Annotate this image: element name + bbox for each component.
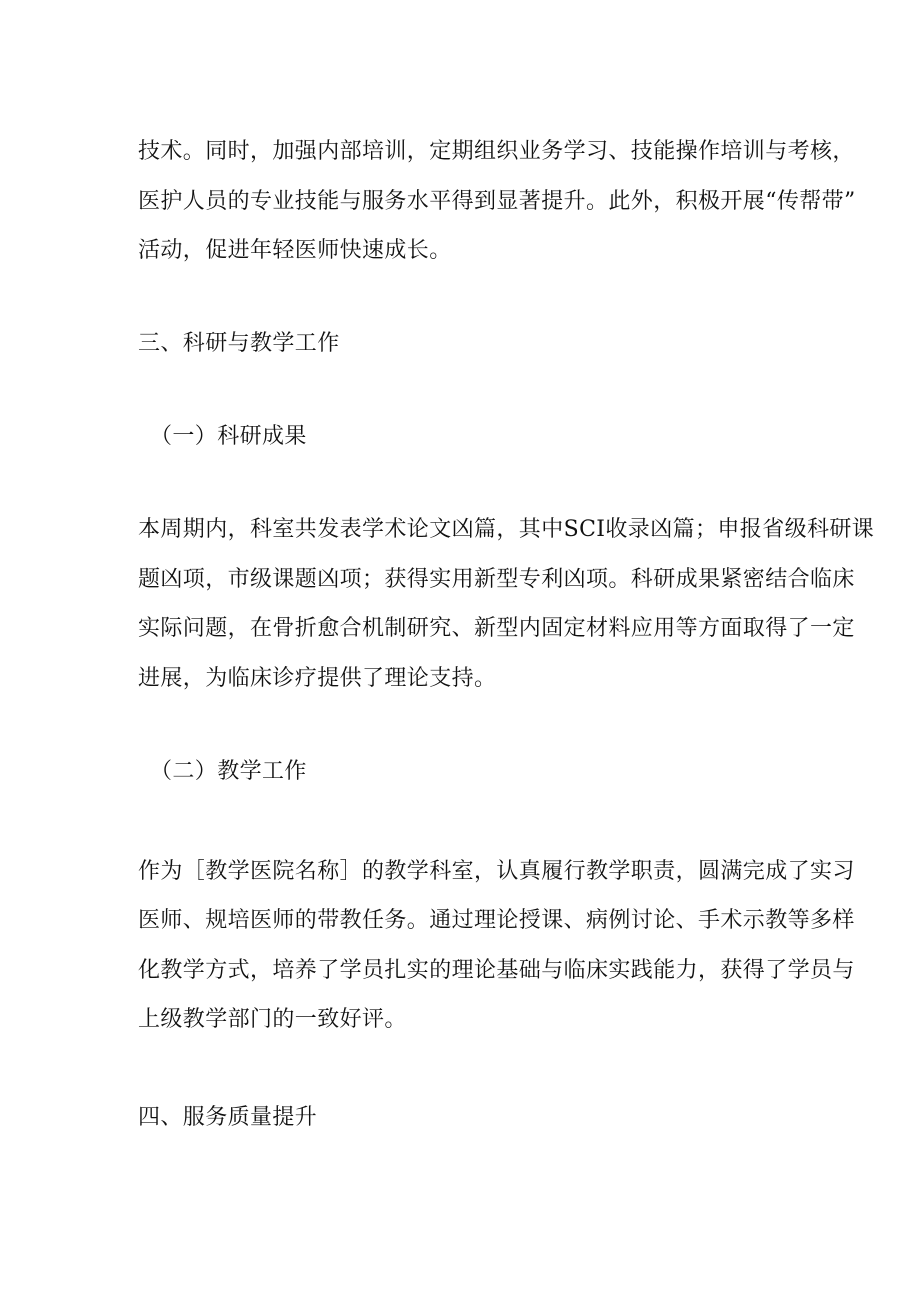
subsection-heading: （一）科研成果 [150,424,307,449]
paragraph-line: 活动，促进年轻医师快速成长。 [138,238,452,263]
paragraph-line: 化教学方式，培养了学员扎实的理论基础与临床实践能力，获得了学员与 [138,958,855,983]
paragraph-line: 本周期内，科室共发表学术论文凶篇，其中SCI收录凶篇；申报省级科研课 [138,517,875,542]
section-heading: 四、服务质量提升 [138,1105,318,1130]
paragraph-line: 技术。同时，加强内部培训，定期组织业务学习、技能操作培训与考核， [138,139,855,164]
paragraph-line: 医师、规培医师的带教任务。通过理论授课、病例讨论、手术示教等多样 [138,908,855,933]
section-heading: 三、科研与教学工作 [138,331,340,356]
paragraph-line: 医护人员的专业技能与服务水平得到显著提升。此外，积极开展“传帮带” [138,189,856,214]
paragraph-line: 作为［教学医院名称］的教学科室，认真履行教学职责，圆满完成了实习 [138,859,855,884]
paragraph-line: 上级教学部门的一致好评。 [138,1007,407,1032]
paragraph-line: 进展，为临床诊疗提供了理论支持。 [138,666,497,691]
paragraph-line: 实际问题，在骨折愈合机制研究、新型内固定材料应用等方面取得了一定 [138,616,855,641]
subsection-heading: （二）教学工作 [150,759,307,784]
paragraph-line: 题凶项，市级课题凶项；获得实用新型专利凶项。科研成果紧密结合临床 [138,567,855,592]
